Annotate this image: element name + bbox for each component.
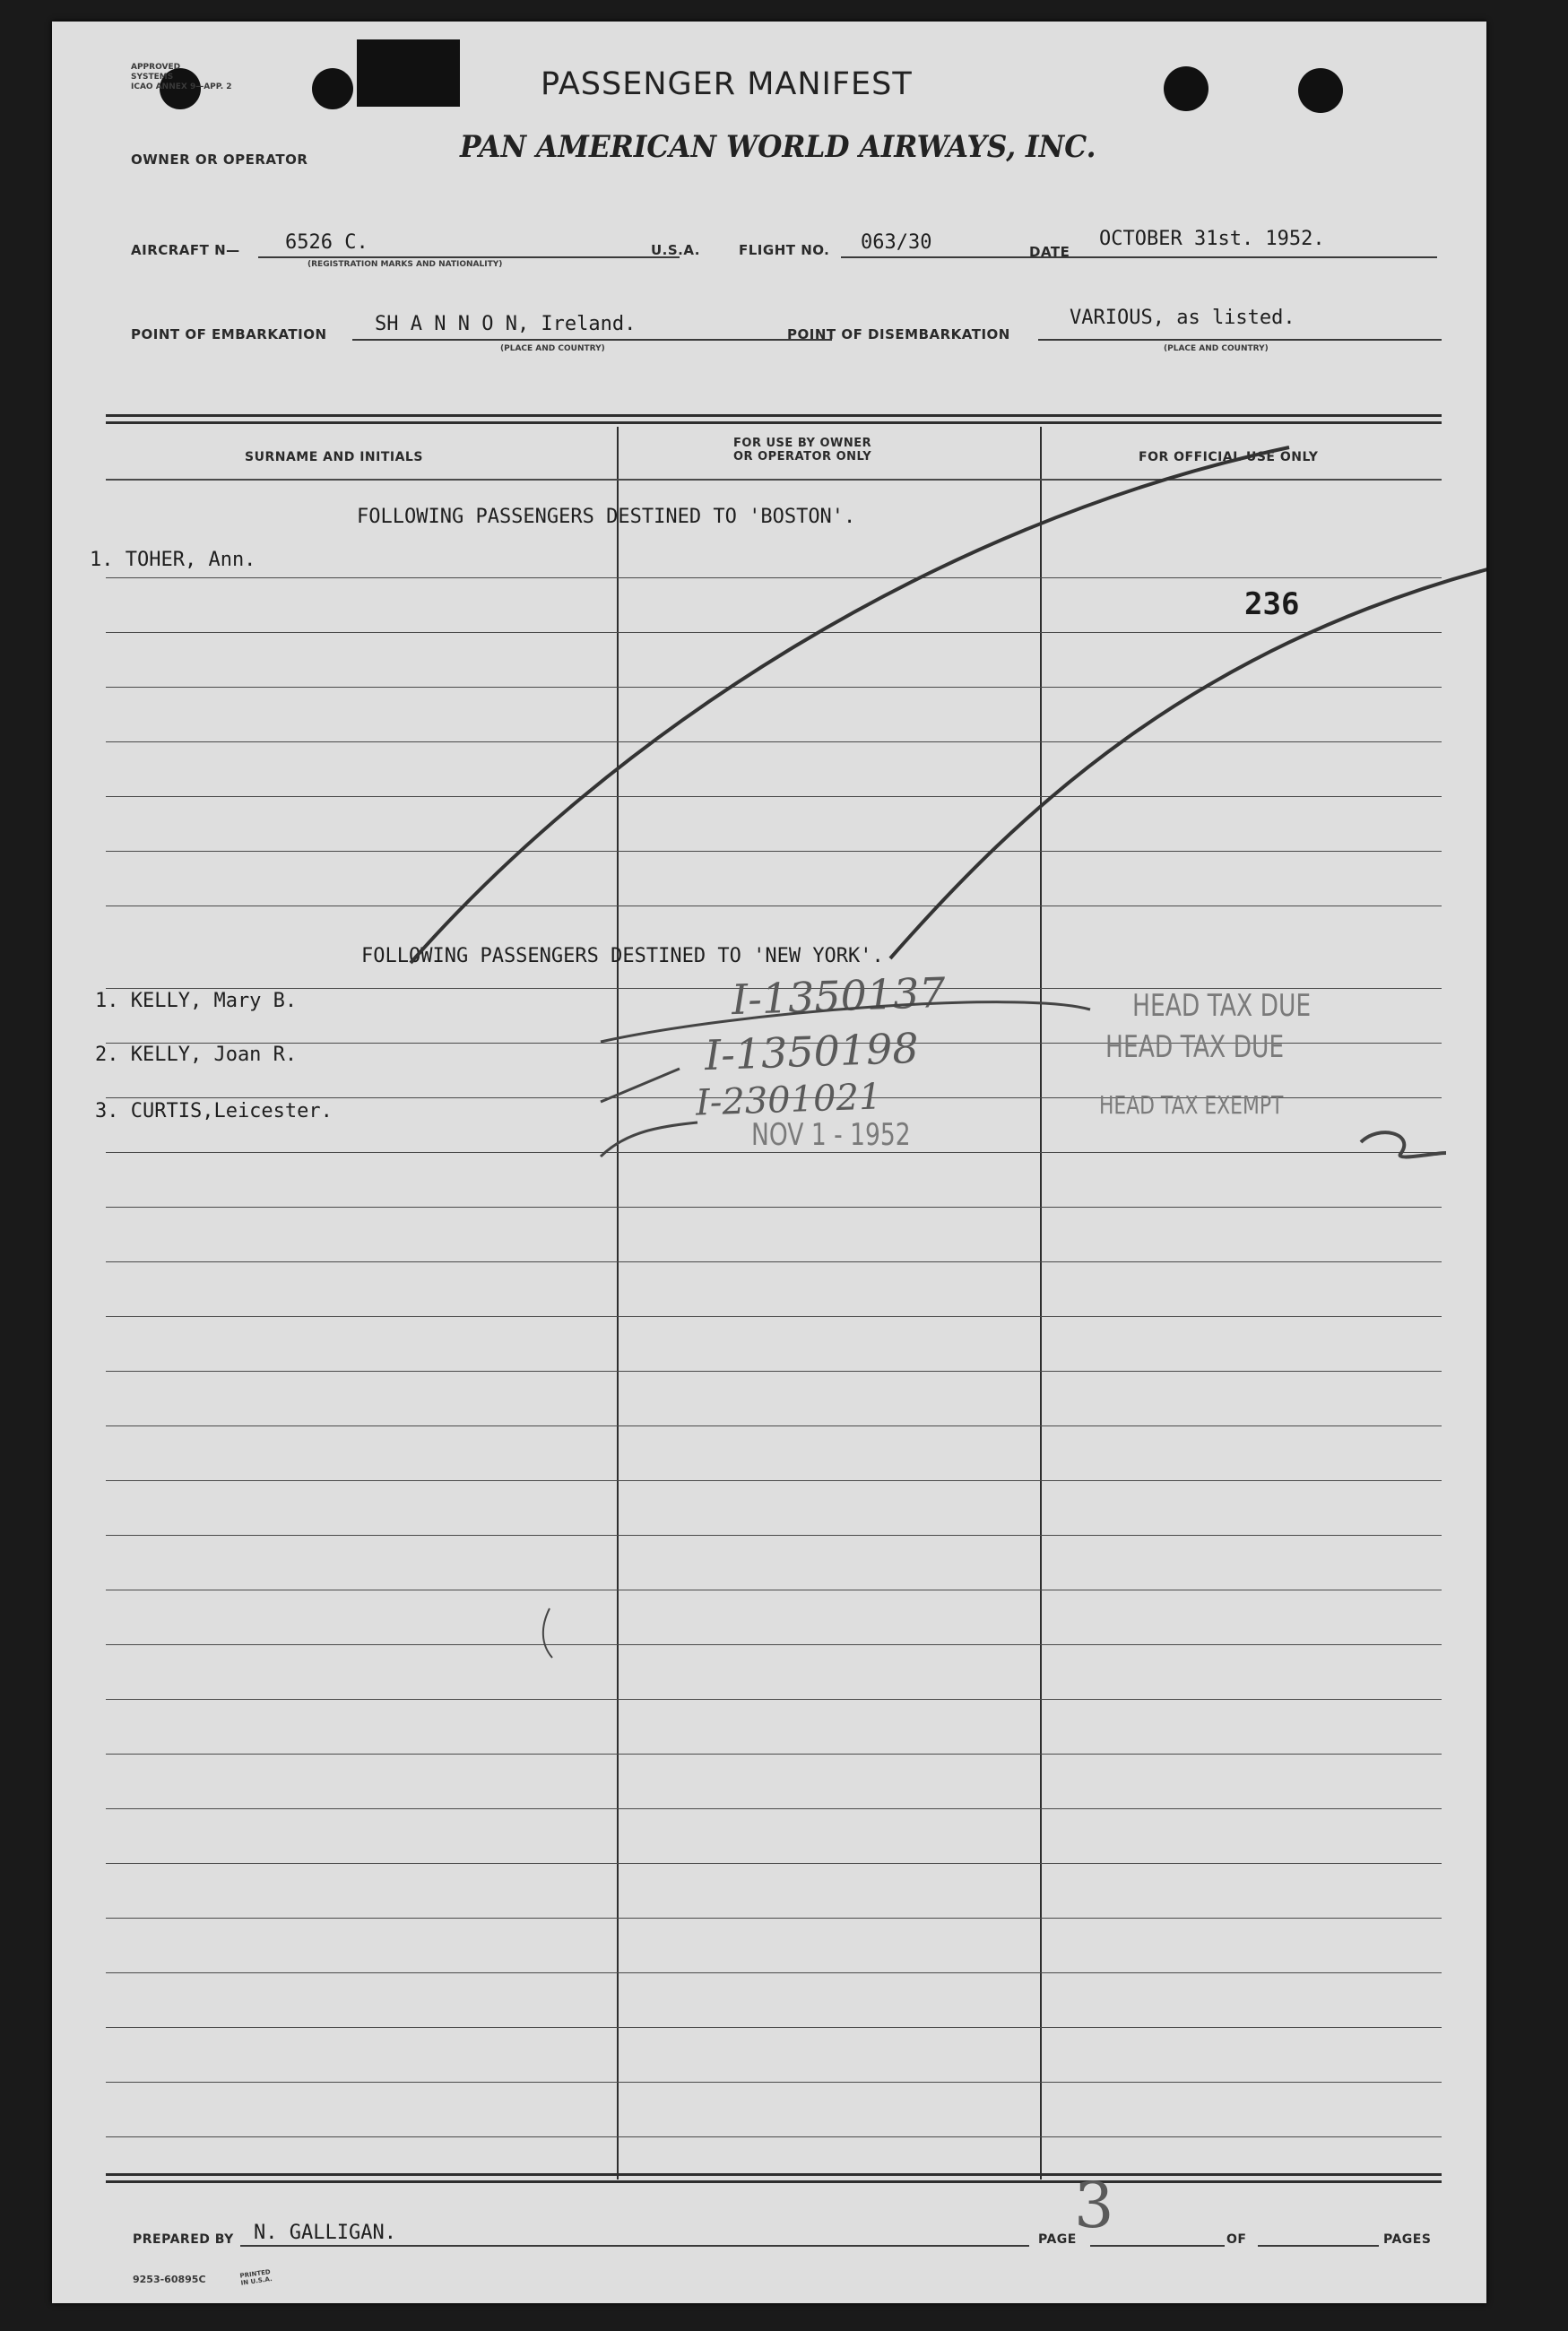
disembark-caption: (PLACE AND COUNTRY) (1164, 344, 1269, 353)
passenger-row: 1. KELLY, Mary B. (95, 990, 298, 1012)
passenger-row: 1. TOHER, Ann. (90, 549, 256, 571)
page-value: 3 (1074, 2169, 1114, 2242)
approval-line: APPROVED (131, 63, 181, 72)
handwritten-id: I-2301021 (695, 1076, 883, 1124)
official-stamp: HEAD TAX EXEMPT (1099, 1090, 1284, 1120)
registration-caption: (REGISTRATION MARKS AND NATIONALITY) (308, 260, 503, 269)
official-stamp: HEAD TAX DUE (1105, 1029, 1285, 1065)
passenger-row: 3. CURTIS,Leicester. (95, 1100, 333, 1122)
boston-heading: FOLLOWING PASSENGERS DESTINED TO 'BOSTON'. (357, 506, 856, 528)
embark-caption: (PLACE AND COUNTRY) (500, 344, 605, 353)
disembark-label: POINT OF DISEMBARKATION (787, 326, 1010, 342)
prepared-value: N. GALLIGAN. (254, 2222, 396, 2244)
approval-line: SYSTEMS (131, 73, 174, 82)
date-value: OCTOBER 31st. 1952. (1099, 228, 1325, 250)
page-title: PASSENGER MANIFEST (541, 66, 913, 102)
date-stamp: NOV 1 - 1952 (751, 1117, 911, 1153)
official-stamp: HEAD TAX DUE (1132, 988, 1312, 1024)
embark-label: POINT OF EMBARKATION (131, 326, 327, 342)
printed-in-mark: PRINTED IN U.S.A. (239, 2268, 273, 2287)
usa-label: U.S.A. (651, 242, 700, 258)
of-label: OF (1226, 2232, 1247, 2247)
handwritten-id: I-1350198 (704, 1023, 920, 1080)
passenger-row: 2. KELLY, Joan R. (95, 1044, 298, 1066)
owner-label: OWNER OR OPERATOR (131, 152, 308, 168)
prepared-label: PREPARED BY (133, 2232, 234, 2247)
official-number: 236 (1244, 586, 1300, 622)
owner-use-line: FOR USE BY OWNER (733, 437, 872, 450)
column-header-surname: SURNAME AND INITIALS (245, 450, 423, 464)
date-label: DATE (1029, 244, 1070, 260)
manifest-sheet (52, 22, 1486, 2303)
owner-value: PAN AMERICAN WORLD AIRWAYS, INC. (460, 129, 1096, 165)
aircraft-value: 6526 C. (285, 231, 368, 254)
flight-label: FLIGHT NO. (739, 242, 830, 258)
flight-value: 063/30 (861, 231, 932, 254)
handwritten-id: I-1350137 (731, 967, 947, 1025)
pages-label: PAGES (1383, 2232, 1432, 2247)
column-header-official: FOR OFFICIAL USE ONLY (1139, 450, 1319, 464)
page-underline (1090, 2245, 1225, 2247)
pen-strokes (52, 22, 1486, 2303)
embark-value: SH A N N O N, Ireland. (375, 313, 637, 335)
aircraft-label: AIRCRAFT N— (131, 242, 240, 258)
new-york-heading: FOLLOWING PASSENGERS DESTINED TO 'NEW YORK'. (361, 945, 884, 967)
disembark-value: VARIOUS, as listed. (1070, 307, 1295, 329)
prepared-underline (240, 2245, 1029, 2247)
page-label: PAGE (1038, 2232, 1077, 2247)
of-underline (1258, 2245, 1379, 2247)
approval-line: ICAO ANNEX 9—APP. 2 (131, 82, 232, 91)
form-number: 9253-60895C (133, 2274, 206, 2285)
owner-use-line: OR OPERATOR ONLY (733, 450, 872, 464)
